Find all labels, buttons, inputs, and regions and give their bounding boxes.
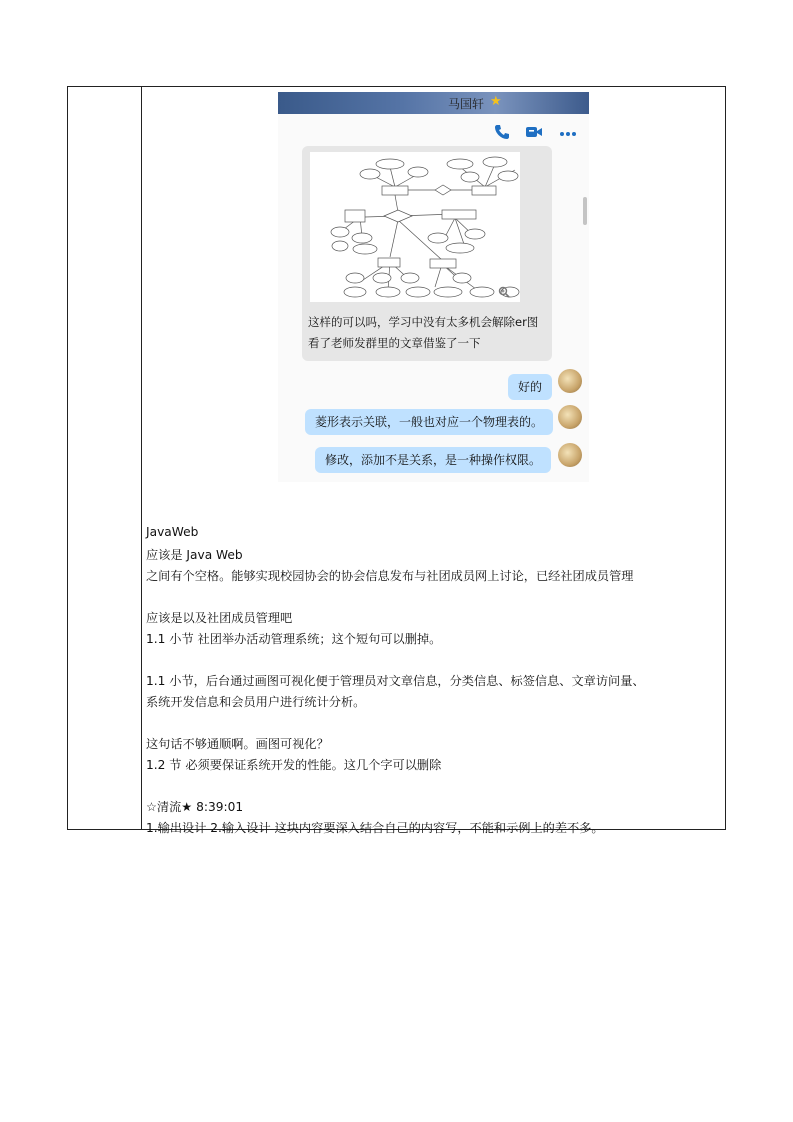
note-line: JavaWeb [146,525,199,539]
chat-contact-name: 马国轩 [448,97,485,111]
scrollbar-thumb[interactable] [583,197,587,225]
note-line: 1.1 小节，后台通过画图可视化便于管理员对文章信息，分类信息、标签信息、文章访问量、 [146,674,645,688]
chat-header-bar [278,92,589,114]
note-line: 1.1 小节 社团举办活动管理系统；这个短句可以删掉。 [146,632,442,646]
chat-message-bubble[interactable]: 修改，添加不是关系，是一种操作权限。 [315,447,551,473]
image-caption [308,312,548,354]
caption-line: 看了老师发群里的文章借鉴了一下 [308,336,481,350]
note-line: 1.2 节 必须要保证系统开发的性能。这几个字可以删除 [146,758,442,772]
note-line: 应该是以及社团成员管理吧 [146,611,293,625]
er-diagram-image [310,152,520,302]
star-icon: ★ [490,94,502,109]
document-table [67,86,726,835]
more-icon[interactable] [559,122,577,141]
note-line: ☆清流★ 8:39:01 [146,800,244,814]
note-line: 之间有个空格。能够实现校园协会的协会信息发布与社团成员网上讨论，已经社团成员管理 [146,569,634,583]
chat-message-bubble[interactable]: 菱形表示关联，一般也对应一个物理表的。 [305,409,553,435]
note-line: 这句话不够通顺啊。画图可视化？ [146,737,329,751]
phone-icon[interactable] [494,124,510,144]
note-line: 系统开发信息和会员用户进行统计分析。 [146,695,366,709]
chat-message-bubble[interactable]: 好的 [508,374,552,400]
caption-line: 这样的可以吗，学习中没有太多机会解除er图 [308,315,539,329]
avatar[interactable] [558,369,582,393]
note-line: 应该是 Java Web [146,548,243,562]
image-message-bubble[interactable] [302,146,552,361]
video-call-icon[interactable] [525,124,543,143]
zoom-icon[interactable] [498,286,510,301]
note-line: 1.输出设计 2.输入设计 这块内容要深入结合自己的内容写，不能和示例上的差不多。 [146,821,604,835]
chat-screenshot [278,92,589,482]
table-column-divider [141,87,142,829]
avatar[interactable] [558,405,582,429]
avatar[interactable] [558,443,582,467]
